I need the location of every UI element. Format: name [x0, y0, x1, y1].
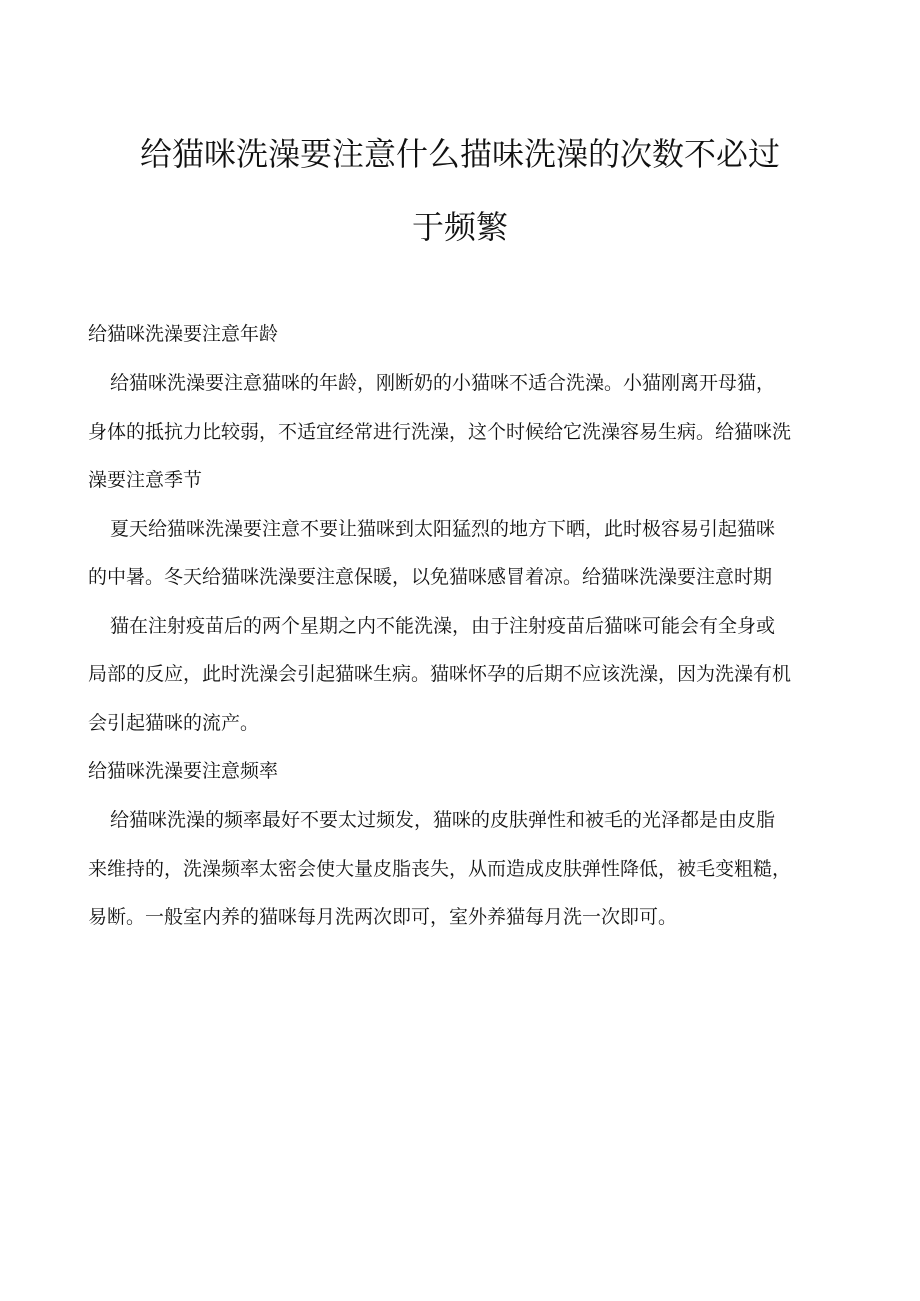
paragraph-line: 会引起猫咪的流产。: [88, 712, 260, 734]
section-heading-season: 澡要注意季节: [88, 469, 203, 491]
paragraph-line: 易断。一般室内养的猫咪每月洗两次即可，室外养猫每月洗一次即可。: [88, 906, 678, 928]
paragraph-line: 给猫咪洗澡要注意猫咪的年龄，刚断奶的小猫咪不适合洗澡。小猫刚离开母猫，: [110, 372, 776, 394]
paragraph-line: 的中暑。冬天给猫咪洗澡要注意保暖，以免猫咪感冒着凉。给猫咪洗澡要注意时期: [88, 566, 773, 588]
paragraph-line: 身体的抵抗力比较弱，不适宜经常进行洗澡，这个时候给它洗澡容易生病。给猫咪洗: [88, 421, 792, 443]
page-title-line-2: 于频繁: [411, 208, 508, 246]
paragraph-line: 给猫咪洗澡的频率最好不要太过频发，猫咪的皮肤弹性和被毛的光泽都是由皮脂: [110, 809, 776, 831]
paragraph-line: 局部的反应，此时洗澡会引起猫咪生病。猫咪怀孕的后期不应该洗澡，因为洗澡有机: [88, 663, 792, 685]
page-title-line-1: 给猫咪洗澡要注意什么描味洗澡的次数不必过: [139, 135, 780, 173]
paragraph-line: 猫在注射疫苗后的两个星期之内不能洗澡，由于注射疫苗后猫咪可能会有全身或: [110, 615, 776, 637]
section-heading-age: 给猫咪洗澡要注意年龄: [88, 323, 279, 345]
section-heading-frequency: 给猫咪洗澡要注意频率: [88, 760, 279, 782]
paragraph-line: 来维持的，洗澡频率太密会使大量皮脂丧失，从而造成皮肤弹性降低，被毛变粗糙，: [88, 858, 792, 880]
paragraph-line: 夏天给猫咪洗澡要注意不要让猫咪到太阳猛烈的地方下晒，此时极容易引起猫咪: [110, 518, 776, 540]
